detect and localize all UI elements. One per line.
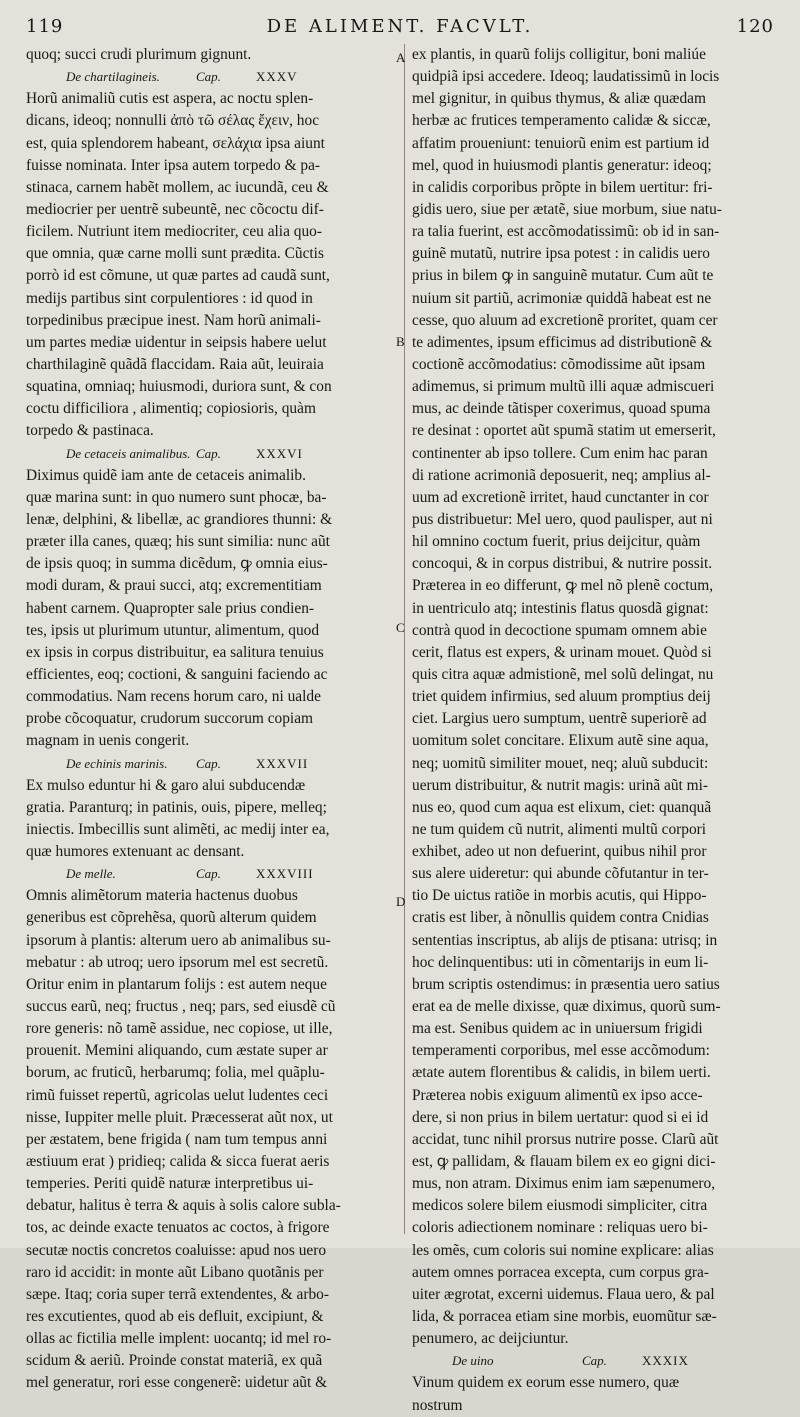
chapter-title: De cetaceis animalibus. [66,445,191,461]
chapter-heading [26,753,398,775]
chapter-number: XXXVI [256,445,303,461]
chapter-title: De melle. [66,866,116,882]
text-line: herbæ ac frutices temperamento calidæ & siccæ, [412,112,711,130]
text-line: quæ humores extenuant ac densant. [26,843,245,861]
text-line: scidum & aeriũ. Proinde constat materiã, ex quã [26,1352,323,1370]
text-line: ollas ac fictilia melle implent: uocantq; id mel ro- [26,1330,332,1348]
text-line: triet quidem infirmius, sed aluum promptius deij [412,688,711,706]
chapter-number: XXXVII [256,755,309,771]
text-line: succus earũ, neq; fructus , neq; pars, sed eiusdẽ cũ [26,998,336,1016]
margin-marker-b: B [396,334,405,349]
text-line: mel gignitur, in quibus thymus, & aliæ quædam [412,90,706,108]
text-line: debatur, halitus è terra & aquis à solis calore subla- [26,1197,341,1215]
text-line: accidat, tunc nihil prorsus nutrire posse. Clarũ aũt [412,1130,719,1148]
chapter-heading [26,863,398,885]
text-line: lida, & porracea etiam sine morbis, euomũtur sæ- [412,1308,717,1326]
text-line: ficilem. Nutriunt item mediocriter, ceu alia quo- [26,223,322,241]
margin-marker-d: D [396,894,406,909]
text-line: nuium sit partiũ, acrimoniæ quiddã habeat est ne [412,289,712,307]
left-page-number: 119 [26,16,64,37]
margin-marker-c: C [396,620,405,635]
text-line: secutæ noctis concretos coaluisse: apud nos uero [26,1241,327,1259]
text-line: generibus est cõprehẽsa, quorũ alterum quidem [26,909,317,927]
chapter-title: De uino [452,1353,494,1369]
text-line: te adimentes, ipsum efficimus ad distributionẽ & [412,333,713,351]
text-line: um partes mediæ uidentur in seipsis habere uelut [26,333,327,351]
text-line: adimemus, si primum multũ illi aquæ admiscueri [412,378,715,396]
text-line: gidis uero, siue per ætatẽ, siue morbum, siue natu- [412,200,722,218]
text-line: cesse, quo aluum ad excretionẽ proritet, quam cer [412,311,718,329]
text-line: de ipsis quoq; in summa dicẽdum, ꝙ omnia eius- [26,555,328,573]
right-page-number: 120 [736,16,774,37]
text-line: les omẽs, cum coloris sui nomine explicare: alias [412,1241,714,1259]
text-line: Omnis alimẽtorum materia hactenus duobus [26,887,298,905]
chapter-cap-label: Cap. [196,755,221,771]
text-line: Præterea nobis exiguum alimentũ ex ipso acce- [412,1086,703,1104]
chapter-title: De chartilagineis. [66,69,160,85]
text-line: nostrum [412,1396,463,1414]
text-line: medijs partibus sint corpulentiores : id quod in [26,289,313,307]
text-line: dicans, ideoq; nonnulli ἀπὸ τῶ σέλας ἔχειν, hoc [26,112,320,130]
column-divider [404,44,405,1234]
running-head [26,14,774,44]
text-line: penumero, ac deijciuntur. [412,1330,569,1348]
text-line: est, ꝙ pallidam, & flauam bilem ex eo gigni dici- [412,1153,716,1171]
text-line: di ratione acrimoniã deposuerit, neq; amplius al- [412,466,711,484]
text-line: hil omnino coctum fuerit, prius deijcitur, quàm [412,533,701,551]
text-line: uiter ægrotat, excerni uidemus. Flaua uero, & pal [412,1285,715,1303]
text-line: modi duram, & praui succi, atq; excrementitiam [26,577,322,595]
text-line: prius in bilem ꝙ in sanguinẽ mutatur. Cum aũt te [412,267,714,285]
text-line: mel generatur, rori esse congenerẽ: uidetur aũt & [26,1374,328,1392]
text-line: rore generis: nõ tamẽ assidue, nec copiose, ut ille, [26,1020,333,1038]
text-line: quidpiã ipsi accedere. Ideoq; laudatissimũ in locis [412,68,720,86]
chapter-number: XXXV [256,69,298,85]
text-line: uum ad excretionẽ irritet, haud cunctanter in cor [412,488,709,506]
text-line: lenæ, delphini, & libellæ, ac grandiores thunni: & [26,510,333,528]
chapter-heading [412,1350,774,1372]
text-line: habent carnem. Quapropter sale prius condien- [26,599,315,617]
chapter-number: XXXIX [642,1353,689,1369]
text-line: prouenit. Memini aliquando, cum æstate super ar [26,1042,328,1060]
text-line: fuisse nominata. Inter ipsa autem torpedo & pa- [26,156,321,174]
text-line: quoq; succi crudi plurimum gignunt. [26,46,252,63]
text-line: quæ marina sunt: in quo numero sunt phocæ, ba- [26,488,327,506]
text-line: Præterea in eo differunt, ꝙ mel nõ plenẽ coctum, [412,577,714,595]
text-line: torpedinibus præcipue inest. Nam horũ animali- [26,311,321,329]
chapter-title: De echinis marinis. [66,755,168,771]
text-line: ciet. Largius uero sumptum, uentrẽ superiorẽ ad [412,710,707,728]
text-line: efficientes, eoq; coctioni, & sanguini faciendo ac [26,665,328,683]
text-line: in calidis corporibus prõpte in bilem uertitur: fri- [412,178,713,196]
text-line: tes, ipsis ut plurimum utuntur, alimentum, quod [26,621,320,639]
text-line: coctionẽ accõmodatius: cõmodissime aũt ipsam [412,355,706,373]
text-line: ætate autem florentibus & calidis, in bilem uerti. [412,1064,711,1082]
text-line: neq; uomitũ similiter mouet, neq; aluũ subducit: [412,754,709,772]
text-line: mus, ac deinde tãtisper coxerimus, quoad spuma [412,400,711,418]
right-column [412,44,774,1417]
text-line: temperamenti corporibus, mel esse accõmodum: [412,1042,710,1060]
margin-marker-a: A [396,50,406,65]
text-line: Diximus quidẽ iam ante de cetaceis animalib. [26,466,306,484]
text-line: concoqui, & in corpus distribui, & nutrire possit. [412,555,713,573]
text-line: hoc delinquentibus: uti in cõmentarijs in eum li- [412,953,709,971]
text-line: gratia. Paranturq; in patinis, ouis, pipere, melleq; [26,798,327,816]
text-line: probe cõcoquatur, crudorum succorum copiam [26,710,314,728]
text-line: porrò id est cõmune, ut quæ partes ad caudã sunt, [26,267,330,285]
chapter-heading [26,443,398,465]
chapter-cap-label: Cap. [196,69,221,85]
text-line: mebatur : ab utroq; uero ipsorum mel est secretũ. [26,953,329,971]
text-line: medicos solere bilem eiusmodi simpliciter, citra [412,1197,708,1215]
text-line: que omnia, quæ carne molli sunt prædita. Cũctis [26,245,324,263]
text-line: præter illa canes, quæq; his sunt similia: nunc aũt [26,533,330,551]
text-line: guinẽ mutatũ, nutrire ipsa potest : in calidis uero [412,245,710,263]
text-line: continenter ab ipso tollere. Cum enim hac paran [412,444,708,462]
text-line: raro id accidit: in monte aũt Libano quotãnis per [26,1263,324,1281]
text-line: stinaca, carnem habẽt mollem, ac iucundã, ceu & [26,178,329,196]
text-line: rimũ fuisset repertũ, agricolas uelut ludentes ceci [26,1086,329,1104]
text-line: tio De uictus ratiõe in morbis acutis, qui Hippo- [412,887,707,905]
text-line: ma est. Senibus quidem ac in uniuersum frigidi [412,1020,703,1038]
text-line: re desinat : oportet aũt spumã statim ut emerserit, [412,422,716,440]
text-line: erat ea de melle dixisse, quæ diximus, quorũ sum- [412,998,721,1016]
text-line: magnam in uenis congerit. [26,732,190,750]
text-line: Oritur enim in plantarum folijs : est autem neque [26,975,327,993]
text-line: commodatius. Nam recens horum caro, ni ualde [26,688,321,706]
text-line: nisse, Iuppiter melle pluit. Præcesserat aũt nox, ut [26,1108,333,1126]
text-line: uomitum solet concitare. Elixum autẽ sine aqua, [412,732,709,750]
text-line: cratis est liber, à nõnullis quidem contra Cnidias [412,909,709,927]
text-line: affatim proueniunt: tenuiorũ enim est partium id [412,134,710,152]
text-line: sus alere uideretur: qui abunde cõfutantur in ter- [412,865,709,883]
text-line: autem omnes porracea excepta, cum corpus gra- [412,1263,709,1281]
text-line: quis citra aquæ admistionẽ, mel solũ delingat, nu [412,665,714,683]
text-line: temperies. Periti quidẽ naturæ interpretibus ui- [26,1175,314,1193]
text-line: nus eo, quod cum aqua est elixum, ciet: quanquã [412,798,712,816]
text-line: torpedo & pastinaca. [26,422,154,440]
left-column [26,44,398,1395]
chapter-cap-label: Cap. [196,445,221,461]
text-line: sæpe. Itaq; coria super terrã extendentes, & arbo- [26,1285,329,1303]
text-line: uerum distribuitur, & nutrit magis: urinã aũt mi- [412,776,709,794]
text-line: dere, si non prius in bilem uertatur: quod si ei id [412,1108,709,1126]
text-line: Horũ animaliũ cutis est aspera, ac noctu splen- [26,90,314,108]
text-line: exhibet, adeo ut non defuerint, quibus nihil pror [412,843,707,861]
text-line: res excutientes, quod ab eis defluit, excipiunt, & [26,1308,324,1326]
text-line: in uentriculo atq; intestinis flatus quosdã gignat: [412,599,709,617]
text-line: per æstatem, bene frigida ( nam tum tempus anni [26,1130,328,1148]
text-line: Vinum quidem ex eorum esse numero, quæ [412,1374,680,1392]
text-line: ne tum quidem cũ nutrit, alimenti multũ corpori [412,820,707,838]
text-line: contrà quod in decoctione spumam omnem abie [412,621,707,639]
text-line: mus, non atram. Diximus enim iam sæpenumero, [412,1175,716,1193]
chapter-number: XXXVIII [256,866,314,882]
text-line: coloris adiectionem nominare : reliquas uero bi- [412,1219,708,1237]
text-line: ipsorum à plantis: alterum uero ab animalibus su- [26,931,331,949]
text-line: mediocrier per uentrẽ subeuntẽ, nec cõcoctu dif- [26,200,324,218]
text-line: cerit, flatus est expers, & urinam mouet. Quòd si [412,643,712,661]
text-line: mel, quod in huiusmodi plantis generatur: ideoq; [412,156,712,174]
text-line: sententias inscriptus, ab alijs de ptisana: utrisq; in [412,931,718,949]
text-line: æstiuum erat ) pridieq; calida & sicca fuerat aeris [26,1153,330,1171]
text-line: tos, ac deinde exacte tenuatos ac coctos, à frigore [26,1219,330,1237]
text-line: ex plantis, in quarũ folijs colligitur, boni maliúe [412,46,706,63]
text-line: pus distribuetur: Mel uero, quod paulisper, aut ni [412,510,713,528]
text-line: squatina, omniaq; huiusmodi, duriora sunt, & con [26,378,332,396]
text-line: ra talia fuerint, est accõmodatissimũ: ob id in san- [412,223,720,241]
text-line: ex ipsis in corpus distribuitur, ea salitura tenuius [26,643,324,661]
text-line: coctu difficiliora , alimentiq; copiosioris, quàm [26,400,316,418]
text-line: brum scriptis ostendimus: in præsentia uero satius [412,975,720,993]
chapter-cap-label: Cap. [582,1353,607,1369]
text-line: iniectis. Imbecillis sunt alimẽti, ac medij inter ea, [26,820,330,838]
text-line: borum, ac fruticũ, herbarumq; folia, mel quãplu- [26,1064,325,1082]
chapter-cap-label: Cap. [196,866,221,882]
text-line: est, quia splendorem habeant, σελάχια ipsa aiunt [26,134,325,152]
text-line: charthilaginẽ quãdã flaccidam. Raia aũt, leuiraia [26,355,324,373]
running-title: DE ALIMENT. FACVLT. [266,16,534,37]
text-line: Ex mulso eduntur hi & garo alui subducendæ [26,776,306,794]
chapter-heading [26,66,398,88]
